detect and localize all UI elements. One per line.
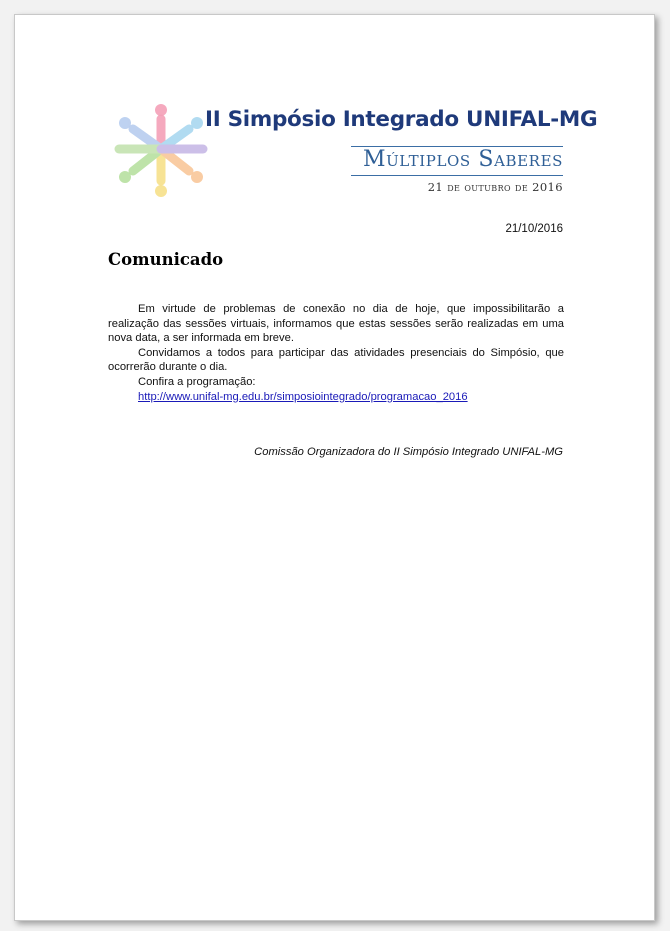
document-date: 21/10/2016 bbox=[505, 223, 563, 235]
document-body bbox=[108, 302, 564, 404]
subtitle-bottom-rule bbox=[351, 175, 563, 176]
symposium-logo bbox=[111, 91, 211, 209]
document-heading: Comunicado bbox=[108, 250, 224, 269]
program-label: Confira a programação: bbox=[138, 375, 256, 388]
paragraph-connection-problems: Em virtude de problemas de conexão no dia de hoje, que impossibilitarão a realização das sessões virtuais, informamos que estas sessões serão realizadas em uma nova data, a ser informada em breve. bbox=[108, 303, 564, 345]
paragraph-invitation: Convidamos a todos para participar das atividades presenciais do Simpósio, que ocorrerão durante o dia. bbox=[108, 346, 564, 374]
program-link[interactable]: http://www.unifal-mg.edu.br/simposiointegrado/programacao_2016 bbox=[138, 390, 468, 403]
event-subtitle: Múltiplos Saberes bbox=[362, 147, 563, 172]
signature: Comissão Organizadora do II Simpósio Integrado UNIFAL-MG bbox=[254, 446, 563, 458]
event-date: 21 de outubro de 2016 bbox=[427, 180, 563, 194]
program-link-line bbox=[108, 390, 564, 405]
event-title: II Simpósio Integrado UNIFAL-MG bbox=[205, 107, 598, 132]
document-page bbox=[14, 14, 655, 921]
